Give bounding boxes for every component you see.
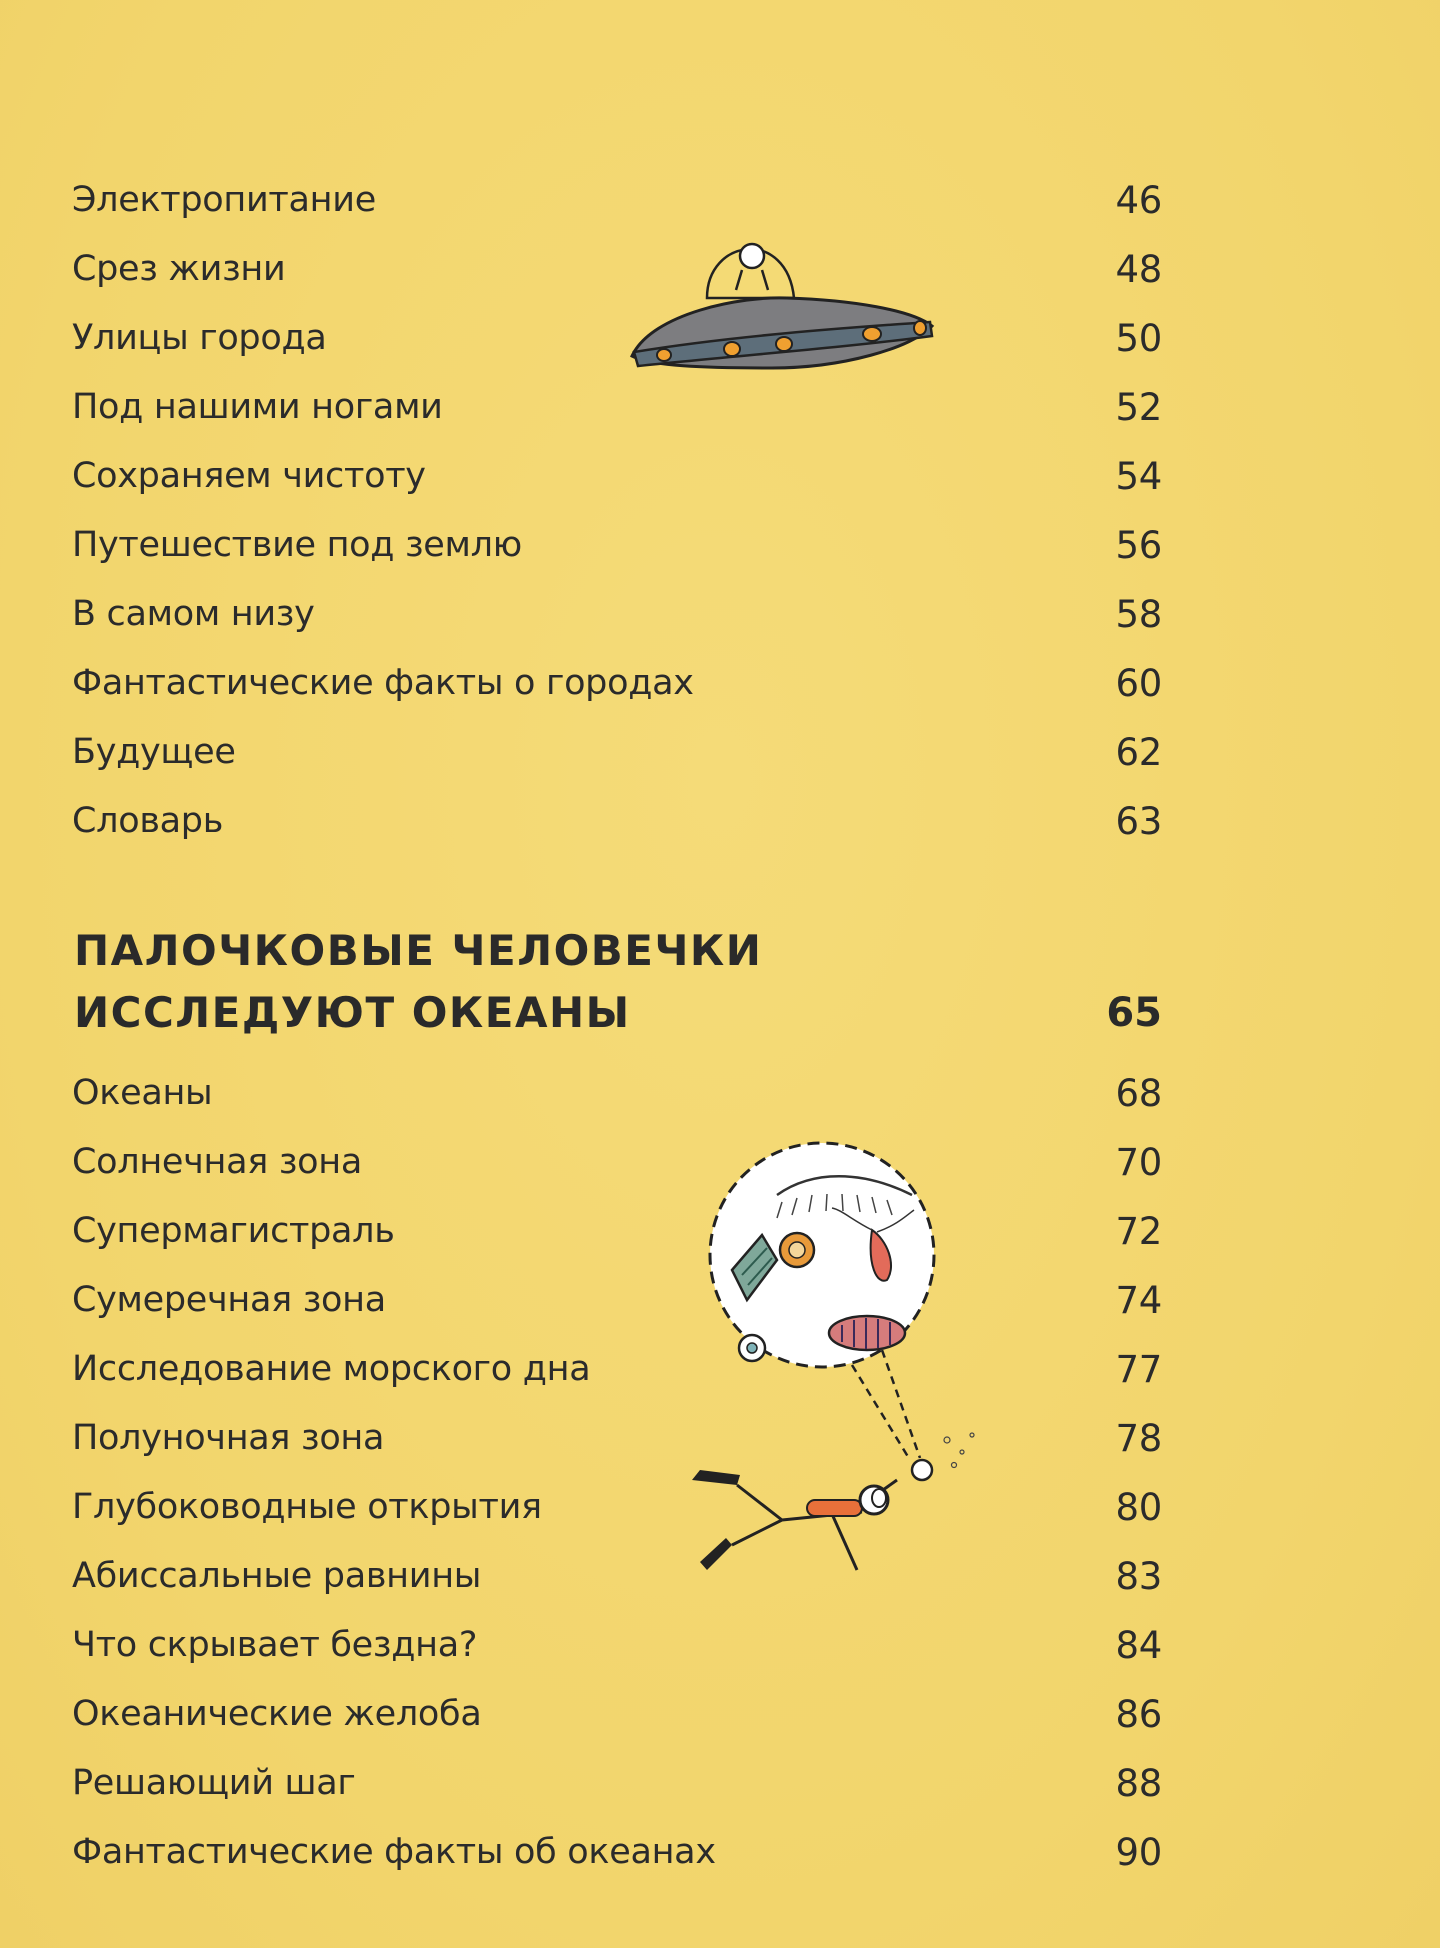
- toc-entry[interactable]: [72, 1270, 1162, 1330]
- toc-entry-label: Глубоководные открытия: [72, 1487, 542, 1527]
- toc-entry-page: 54: [1115, 454, 1162, 498]
- toc-entry-label: Супермагистраль: [72, 1211, 395, 1251]
- toc-entry-label: Путешествие под землю: [72, 525, 522, 565]
- toc-entry-page: 78: [1115, 1416, 1162, 1460]
- section-heading-line2: ИССЛЕДУЮТ ОКЕАНЫ: [74, 988, 631, 1037]
- section-heading-line1: ПАЛОЧКОВЫЕ ЧЕЛОВЕЧКИ: [74, 926, 763, 975]
- toc-entry[interactable]: [72, 446, 1162, 506]
- toc-entry-page: 56: [1115, 523, 1162, 567]
- toc-entry-label: Электропитание: [72, 180, 376, 220]
- toc-entry-page: 52: [1115, 385, 1162, 429]
- toc-entry-page: 46: [1115, 178, 1162, 222]
- toc-entry-label: В самом низу: [72, 594, 315, 634]
- toc-entry[interactable]: [72, 1477, 1162, 1537]
- toc-entry-page: 62: [1115, 730, 1162, 774]
- toc-entry[interactable]: [72, 1684, 1162, 1744]
- toc-entry[interactable]: [72, 1201, 1162, 1261]
- toc-entry-label: Фантастические факты об океанах: [72, 1832, 716, 1872]
- toc-entry[interactable]: [72, 1063, 1162, 1123]
- toc-entry-label: Океаны: [72, 1073, 213, 1113]
- toc-entry-label: Фантастические факты о городах: [72, 663, 694, 703]
- toc-entry-page: 70: [1115, 1140, 1162, 1184]
- section-heading-page: 65: [1106, 990, 1162, 1036]
- toc-entry-page: 74: [1115, 1278, 1162, 1322]
- toc-entry-label: Полуночная зона: [72, 1418, 385, 1458]
- toc-entry[interactable]: [72, 1339, 1162, 1399]
- toc-entry-page: 77: [1115, 1347, 1162, 1391]
- toc-entry[interactable]: [72, 1753, 1162, 1813]
- toc-entry-label: Исследование морского дна: [72, 1349, 591, 1389]
- toc-entry[interactable]: [72, 722, 1162, 782]
- toc-entry-label: Срез жизни: [72, 249, 286, 289]
- toc-entry[interactable]: [72, 1132, 1162, 1192]
- toc-entry[interactable]: [72, 791, 1162, 851]
- toc-entry-page: 72: [1115, 1209, 1162, 1253]
- toc-entry-label: Решающий шаг: [72, 1763, 356, 1803]
- section-heading[interactable]: [74, 920, 762, 1044]
- toc-entry-page: 88: [1115, 1761, 1162, 1805]
- ufo-illustration: [612, 218, 942, 388]
- toc-entry-label: Улицы города: [72, 318, 327, 358]
- toc-entry-page: 86: [1115, 1692, 1162, 1736]
- toc-entry[interactable]: [72, 584, 1162, 644]
- toc-entry-label: Сумеречная зона: [72, 1280, 386, 1320]
- toc-entry[interactable]: [72, 1822, 1162, 1882]
- toc-entry-label: Океанические желоба: [72, 1694, 482, 1734]
- toc-entry-page: 90: [1115, 1830, 1162, 1874]
- toc-entry-label: Абиссальные равнины: [72, 1556, 482, 1596]
- toc-entry[interactable]: [72, 1408, 1162, 1468]
- toc-entry-page: 48: [1115, 247, 1162, 291]
- toc-entry-label: Что скрывает бездна?: [72, 1625, 478, 1665]
- toc-entry-page: 83: [1115, 1554, 1162, 1598]
- toc-entry-page: 80: [1115, 1485, 1162, 1529]
- toc-entry-label: Под нашими ногами: [72, 387, 443, 427]
- toc-entry-page: 84: [1115, 1623, 1162, 1667]
- toc-entry-label: Солнечная зона: [72, 1142, 362, 1182]
- toc-entry-page: 50: [1115, 316, 1162, 360]
- toc-entry[interactable]: [72, 1615, 1162, 1675]
- toc-entry-page: 58: [1115, 592, 1162, 636]
- toc-entry[interactable]: [72, 515, 1162, 575]
- toc-entry-label: Сохраняем чистоту: [72, 456, 426, 496]
- toc-entry-page: 68: [1115, 1071, 1162, 1115]
- toc-entry-label: Словарь: [72, 801, 224, 841]
- toc-entry-label: Будущее: [72, 732, 236, 772]
- toc-entry[interactable]: [72, 653, 1162, 713]
- plankton-diver-illustration: [682, 1140, 992, 1600]
- toc-entry[interactable]: [72, 1546, 1162, 1606]
- toc-entry-page: 60: [1115, 661, 1162, 705]
- toc-entry-page: 63: [1115, 799, 1162, 843]
